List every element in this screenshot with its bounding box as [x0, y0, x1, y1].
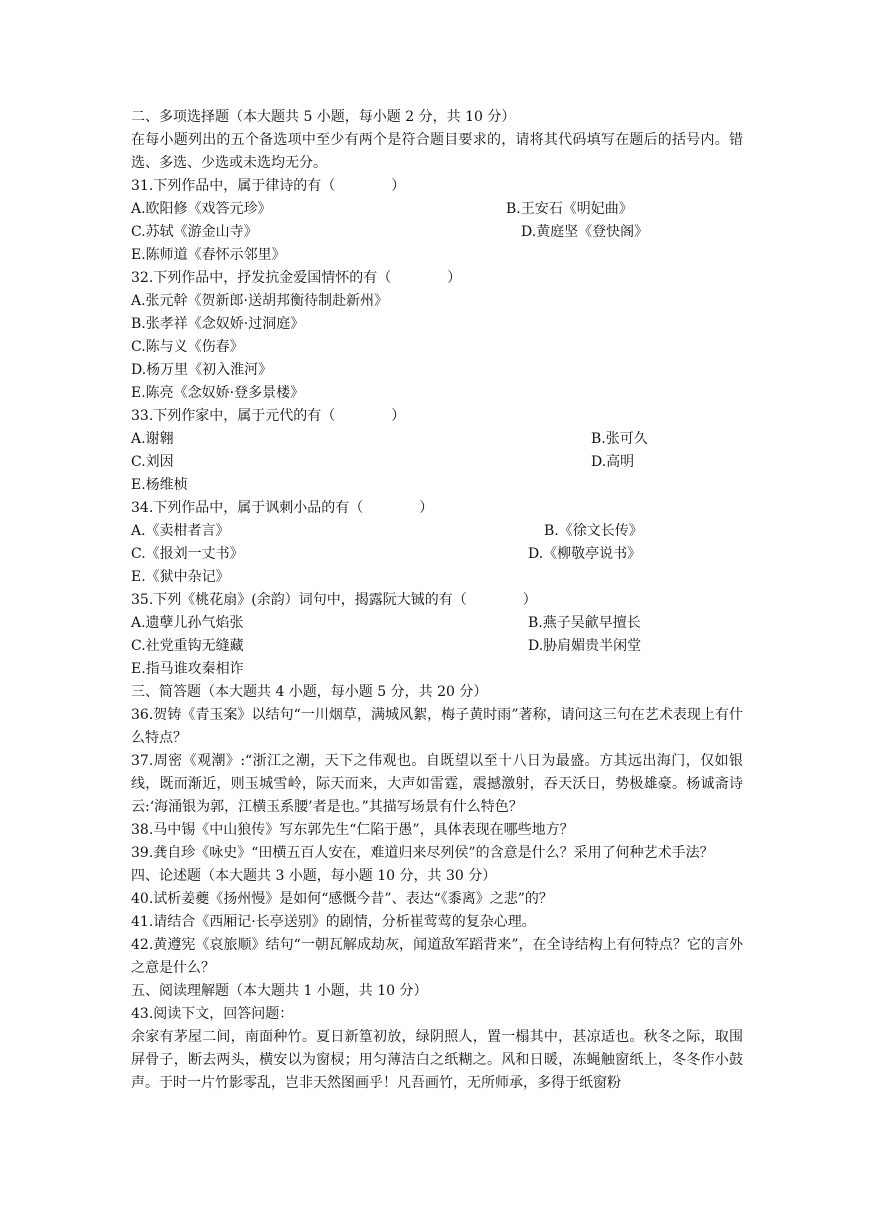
question-33-option-c[interactable]: C.刘因: [131, 454, 174, 470]
question-32-option-d[interactable]: D.杨万里《初入淮河》: [131, 362, 273, 378]
question-31-stem: 31.下列作品中，属于律诗的有（ ）: [131, 178, 406, 194]
question-31-row-ab: [131, 198, 743, 221]
question-35-option-e[interactable]: E.指马谁攻秦相诈: [131, 661, 244, 677]
question-34-option-e[interactable]: E.《狱中杂记》: [131, 569, 230, 585]
question-40: 40.试析姜夔《扬州慢》是如何“感慨今昔”、表达“《黍离》之悲”的？: [131, 891, 553, 907]
question-33-option-b[interactable]: B.张可久: [591, 431, 648, 447]
question-32-stem: 32.下列作品中，抒发抗金爱国情怀的有（ ）: [131, 270, 462, 286]
question-39: 39.龚自珍《咏史》“田横五百人安在，难道归来尽列侯”的含意是什么？采用了何种艺术手法？: [131, 845, 714, 861]
question-35-row-ab: [131, 612, 743, 635]
section-4-heading: 四、论述题（本大题共 3 小题，每小题 10 分，共 30 分）: [131, 868, 497, 884]
question-41: 41.请结合《西厢记·长亭送别》的剧情，分析崔莺莺的复杂心理。: [131, 914, 536, 930]
question-33-option-d[interactable]: D.高明: [591, 454, 635, 470]
question-34-option-a[interactable]: A.《卖柑者言》: [131, 523, 230, 539]
section-3-heading: 三、简答题（本大题共 4 小题，每小题 5 分，共 20 分）: [131, 684, 488, 700]
question-43-stem: 43.阅读下文，回答问题：: [131, 1006, 294, 1022]
question-32-option-e[interactable]: E.陈亮《念奴娇·登多景楼》: [131, 385, 305, 401]
section-2-heading: 二、多项选择题（本大题共 5 小题，每小题 2 分，共 10 分）: [131, 109, 516, 125]
question-35-stem: 35.下列《桃花扇》(余韵）词句中，揭露阮大铖的有（ ）: [131, 592, 537, 608]
question-31-option-c[interactable]: C.苏轼《游金山寺》: [131, 224, 258, 240]
section-2-instructions: 在每小题列出的五个备选项中至少有两个是符合题目要求的，请将其代码填写在题后的括号内。错选、多选、少选或未选均无分。: [131, 132, 743, 171]
question-37: 37.周密《观潮》:“浙江之潮，天下之伟观也。自既望以至十八日为最盛。方其远出海门，仅如银线，既而渐近，则玉城雪岭，际天而来，大声如雷霆，震撼激射，吞天沃日，势极雄豪。杨诚斋诗云:‘海涌银为郭，江横玉系腰’者是也。”其描写场景有什么特色？: [131, 753, 743, 815]
question-31-option-e[interactable]: E.陈师道《春怀示邻里》: [131, 247, 286, 263]
question-35-option-d[interactable]: D.胁肩媚贵半闲堂: [528, 638, 642, 654]
question-34-option-d[interactable]: D.《柳敬亭说书》: [528, 546, 642, 562]
question-31-option-a[interactable]: A.欧阳修《戏答元珍》: [131, 201, 272, 217]
question-33-option-e[interactable]: E.杨维桢: [131, 477, 188, 493]
question-34-option-b[interactable]: B.《徐文长传》: [544, 523, 643, 539]
question-33-stem: 33.下列作家中，属于元代的有（ ）: [131, 408, 406, 424]
question-34-option-c[interactable]: C.《报刘一丈书》: [131, 546, 244, 562]
question-34-stem: 34.下列作品中，属于讽刺小品的有（ ）: [131, 500, 434, 516]
question-35-option-c[interactable]: C.社党重钩无缝藏: [131, 638, 244, 654]
question-32-option-a[interactable]: A.张元幹《贺新郎·送胡邦衡待制赴新州》: [131, 293, 389, 309]
question-31-option-d[interactable]: D.黄庭坚《登快阁》: [521, 224, 649, 240]
question-38: 38.马中锡《中山狼传》写东郭先生“仁陷于愚”，具体表现在哪些地方？: [131, 822, 574, 838]
question-34-row-cd: [131, 543, 743, 566]
question-43-passage: 余家有茅屋二间，南面种竹。夏日新篁初放，绿阴照人，置一榻其中，甚凉适也。秋冬之际，取围屏骨子，断去两头，横安以为窗棂；用匀薄洁白之纸糊之。风和日暖，冻蝇触窗纸上，冬冬作小鼓声。于时一片竹影零乱，岂非天然图画乎！凡吾画竹，无所师承，多得于纸窗粉: [131, 1029, 743, 1091]
question-33-row-cd: [131, 451, 743, 474]
question-32-option-c[interactable]: C.陈与义《伤春》: [131, 339, 244, 355]
question-35-option-b[interactable]: B.燕子吴歈早擅长: [528, 615, 641, 631]
question-33-option-a[interactable]: A.谢翱: [131, 431, 174, 447]
question-31-option-b[interactable]: B.王安石《明妃曲》: [506, 201, 633, 217]
section-5-heading: 五、阅读理解题（本大题共 1 小题，共 10 分）: [131, 983, 428, 999]
question-33-row-ab: [131, 428, 743, 451]
question-35-option-a[interactable]: A.遗孽儿孙气焰张: [131, 615, 244, 631]
question-34-row-ab: [131, 520, 743, 543]
question-42: 42.黄遵宪《哀旅顺》结句“一朝瓦解成劫灰，闻道敌军蹈背来”，在全诗结构上有何特点？它的言外之意是什么？: [131, 937, 743, 976]
question-32-option-b[interactable]: B.张孝祥《念奴娇·过洞庭》: [131, 316, 305, 332]
question-31-row-cd: [131, 221, 743, 244]
exam-page: [131, 106, 743, 1095]
question-35-row-cd: [131, 635, 743, 658]
question-36: 36.贺铸《青玉案》以结句“一川烟草，满城风絮，梅子黄时雨”著称，请问这三句在艺术表现上有什么特点？: [131, 707, 743, 746]
